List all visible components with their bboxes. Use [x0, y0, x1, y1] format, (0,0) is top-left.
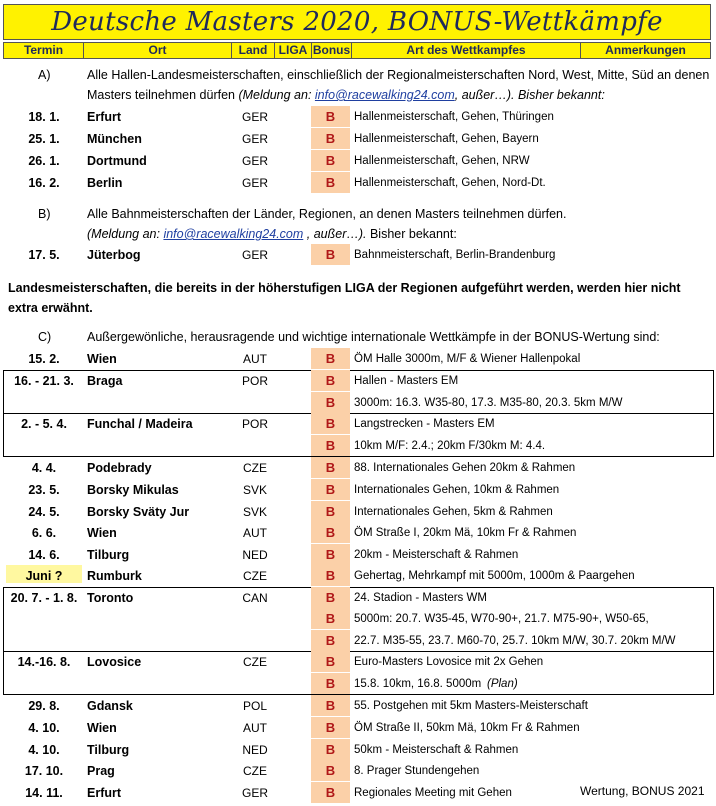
row-place: Wien [87, 352, 117, 366]
bonus-cell: B [311, 717, 350, 738]
bonus-cell: B [311, 608, 350, 629]
row-land: GER [241, 176, 268, 190]
section-a-label: A) [38, 68, 51, 82]
row-place: Tilburg [87, 743, 130, 757]
bonus-cell: B [311, 522, 350, 543]
row-event-type: Hallenmeisterschaft, Gehen, Bayern [354, 133, 539, 145]
section-a-line2-post: , außer…). Bisher bekannt: [454, 88, 605, 102]
row-date: 4. 10. [28, 721, 60, 735]
row-event-type: Hallen - Masters EM [354, 375, 459, 387]
header-art: Art des Wettkampfes [351, 42, 581, 59]
header-liga: LIGA [274, 42, 312, 59]
section-a-line2-pre: Masters teilnehmen dürfen [87, 88, 239, 102]
section-b-label: B) [38, 207, 51, 221]
row-land: CZE [243, 655, 267, 669]
row-land: GER [241, 110, 268, 124]
note-text [8, 278, 681, 318]
row-event-detail: 5000m: 20.7. W35-45, W70-90+, 21.7. M75-90+, W50-65, [354, 613, 649, 625]
section-b-line2-mid: , außer…). [303, 227, 367, 241]
row-date: 20. 7. - 1. 8. [10, 591, 78, 605]
row-date: 6. 6. [31, 526, 57, 540]
section-a-line2 [87, 85, 714, 105]
bonus-cell: B [311, 457, 350, 478]
row-land: GER [241, 786, 268, 800]
footer-note: Wertung, BONUS 2021 [580, 784, 705, 798]
note-line1: Landesmeisterschaften, die bereits in der höherstufigen LIGA der Regionen aufgeführt werden, werden hier nicht [8, 281, 681, 295]
row-event-type: Euro-Masters Lovosice mit 2x Gehen [354, 656, 544, 668]
row-place: Dortmund [87, 154, 147, 168]
bonus-cell: B [311, 673, 350, 694]
header-anmerkungen: Anmerkungen [580, 42, 711, 59]
bonus-cell: B [311, 172, 350, 193]
row-date: Juni ? [25, 569, 63, 583]
row-date: 26. 1. [28, 154, 60, 168]
section-b-text [87, 204, 566, 244]
row-event-type: 88. Internationales Gehen 20km & Rahmen [354, 462, 576, 474]
row-land: POL [242, 699, 267, 713]
row-place: Erfurt [87, 110, 122, 124]
row-land: POR [241, 417, 268, 431]
row-place: Funchal / Madeira [87, 417, 193, 431]
row-date: 4. 4. [31, 461, 57, 475]
row-event-type: ÖM Straße I, 20km Mä, 10km Fr & Rahmen [354, 527, 577, 539]
bonus-cell: B [311, 392, 350, 413]
row-date: 14. 11. [25, 786, 63, 800]
bonus-cell: B [311, 630, 350, 651]
bonus-cell: B [311, 760, 350, 781]
row-place: Gdansk [87, 699, 133, 713]
row-event-type: Gehertag, Mehrkampf mit 5000m, 1000m & Paargehen [354, 570, 635, 582]
bonus-cell: B [311, 106, 350, 127]
bonus-cell: B [311, 370, 350, 391]
row-place: Braga [87, 374, 123, 388]
row-event-type: Internationales Gehen, 10km & Rahmen [354, 484, 560, 496]
bonus-cell: B [311, 739, 350, 760]
page-title: Deutsche Masters 2020, BONUS-Wettkämpfe [3, 4, 711, 40]
row-event-type: Bahnmeisterschaft, Berlin-Brandenburg [354, 249, 556, 261]
row-event-detail: 10km M/F: 2.4.; 20km F/30km M: 4.4. [354, 440, 546, 452]
row-date: 24. 5. [28, 505, 60, 519]
row-event-type: 8. Prager Stundengehen [354, 765, 480, 777]
row-date: 14.-16. 8. [17, 655, 71, 669]
row-date: 25. 1. [28, 132, 60, 146]
row-event-detail: 15.8. 10km, 16.8. 5000m [354, 678, 482, 690]
bonus-cell: B [311, 128, 350, 149]
row-date: 16. 2. [28, 176, 60, 190]
row-place: München [87, 132, 142, 146]
bonus-cell: B [311, 695, 350, 716]
section-c-text: Außergewönliche, herausragende und wichtige internationale Wettkämpfe in der BONUS-Wertung sind: [87, 330, 660, 344]
row-land: POR [241, 374, 268, 388]
row-date: 17. 10. [24, 764, 64, 778]
row-place: Lovosice [87, 655, 142, 669]
header-bonus: Bonus [312, 43, 351, 57]
row-event-type: Langstrecken - Masters EM [354, 418, 495, 430]
row-event-detail: 3000m: 16.3. W35-80, 17.3. M35-80, 20.3. 5km M/W [354, 397, 623, 409]
row-place: Wien [87, 721, 117, 735]
row-land: GER [241, 132, 268, 146]
row-land: SVK [242, 505, 267, 519]
row-place: Prag [87, 764, 115, 778]
row-land: CZE [243, 569, 267, 583]
row-date: 4. 10. [28, 743, 60, 757]
row-land: GER [241, 154, 268, 168]
row-land: CZE [243, 461, 267, 475]
row-event-type: 20km - Meisterschaft & Rahmen [354, 549, 519, 561]
bonus-cell: B [311, 565, 350, 586]
bonus-cell: B [311, 150, 350, 171]
row-event-type: Hallenmeisterschaft, Gehen, Nord-Dt. [354, 177, 546, 189]
section-a-text [87, 65, 714, 105]
row-event-plan-note: (Plan) [487, 678, 518, 690]
row-event-type: 55. Postgehen mit 5km Masters-Meisterschaft [354, 700, 588, 712]
row-date: 15. 2. [28, 352, 60, 366]
row-date: 17. 5. [28, 248, 60, 262]
row-land: CZE [243, 764, 267, 778]
row-place: Podebrady [87, 461, 152, 475]
row-event-type: Hallenmeisterschaft, Gehen, NRW [354, 155, 530, 167]
row-place: Tilburg [87, 548, 130, 562]
row-event-type: Internationales Gehen, 5km & Rahmen [354, 506, 553, 518]
bonus-cell: B [311, 479, 350, 500]
section-b-line1: Alle Bahnmeisterschaften der Länder, Regionen, an denen Masters teilnehmen dürfen. [87, 207, 567, 221]
bonus-cell: B [311, 651, 350, 672]
row-land: AUT [243, 352, 267, 366]
row-land: GER [241, 248, 268, 262]
bonus-cell: B [311, 501, 350, 522]
bonus-cell: B [311, 348, 350, 369]
section-b-line2-post: Bisher bekannt: [366, 227, 457, 241]
row-date: 16. - 21. 3. [14, 374, 74, 388]
row-place: Borsky Mikulas [87, 483, 179, 497]
section-a-email-link[interactable]: info@racewalking24.com [314, 88, 455, 102]
row-place: Erfurt [87, 786, 122, 800]
row-event-type: 24. Stadion - Masters WM [354, 592, 487, 604]
section-a-line1: Alle Hallen-Landesmeisterschaften, einschließlich der Regionalmeisterschaften Nord, West, Mitte, Süd an denen [87, 68, 710, 82]
row-event-type: ÖM Halle 3000m, M/F & Wiener Hallenpokal [354, 353, 581, 365]
row-date: 2. - 5. 4. [21, 417, 67, 431]
row-place: Borsky Sväty Jur [87, 505, 190, 519]
row-place: Rumburk [87, 569, 142, 583]
row-land: NED [242, 743, 268, 757]
header-land: Land [231, 42, 275, 59]
section-a-meld: (Meldung an: [238, 88, 315, 102]
row-place: Jüterbog [87, 248, 141, 262]
row-place: Berlin [87, 176, 123, 190]
bonus-cell: B [311, 782, 350, 803]
row-date: 18. 1. [28, 110, 60, 124]
row-date: 23. 5. [28, 483, 60, 497]
note-line2: extra erwähnt. [8, 301, 93, 315]
section-b-meld: (Meldung an: [87, 227, 164, 241]
row-land: SVK [242, 483, 267, 497]
row-event-type: Hallenmeisterschaft, Gehen, Thüringen [354, 111, 554, 123]
bonus-cell: B [311, 244, 350, 265]
bonus-cell: B [311, 587, 350, 608]
row-land: AUT [243, 526, 267, 540]
section-b-line2 [87, 224, 566, 244]
bonus-cell: B [311, 413, 350, 434]
section-b-email-link[interactable]: info@racewalking24.com [163, 227, 304, 241]
bonus-cell: B [311, 435, 350, 456]
header-termin: Termin [3, 42, 84, 59]
row-land: CAN [242, 591, 268, 605]
row-place: Toronto [87, 591, 134, 605]
row-land: AUT [243, 721, 267, 735]
header-ort: Ort [83, 42, 232, 59]
row-place: Wien [87, 526, 117, 540]
row-event-type: ÖM Straße II, 50km Mä, 10km Fr & Rahmen [354, 722, 580, 734]
row-land: NED [242, 548, 268, 562]
row-event-type: 50km - Meisterschaft & Rahmen [354, 744, 519, 756]
row-date: 14. 6. [28, 548, 60, 562]
row-event-detail: 22.7. M35-55, 23.7. M60-70, 25.7. 10km M/W, 30.7. 20km M/W [354, 635, 676, 647]
bonus-cell: B [311, 544, 350, 565]
row-event-type: Regionales Meeting mit Gehen [354, 787, 512, 799]
row-date: 29. 8. [28, 699, 60, 713]
section-c-label: C) [38, 330, 52, 344]
